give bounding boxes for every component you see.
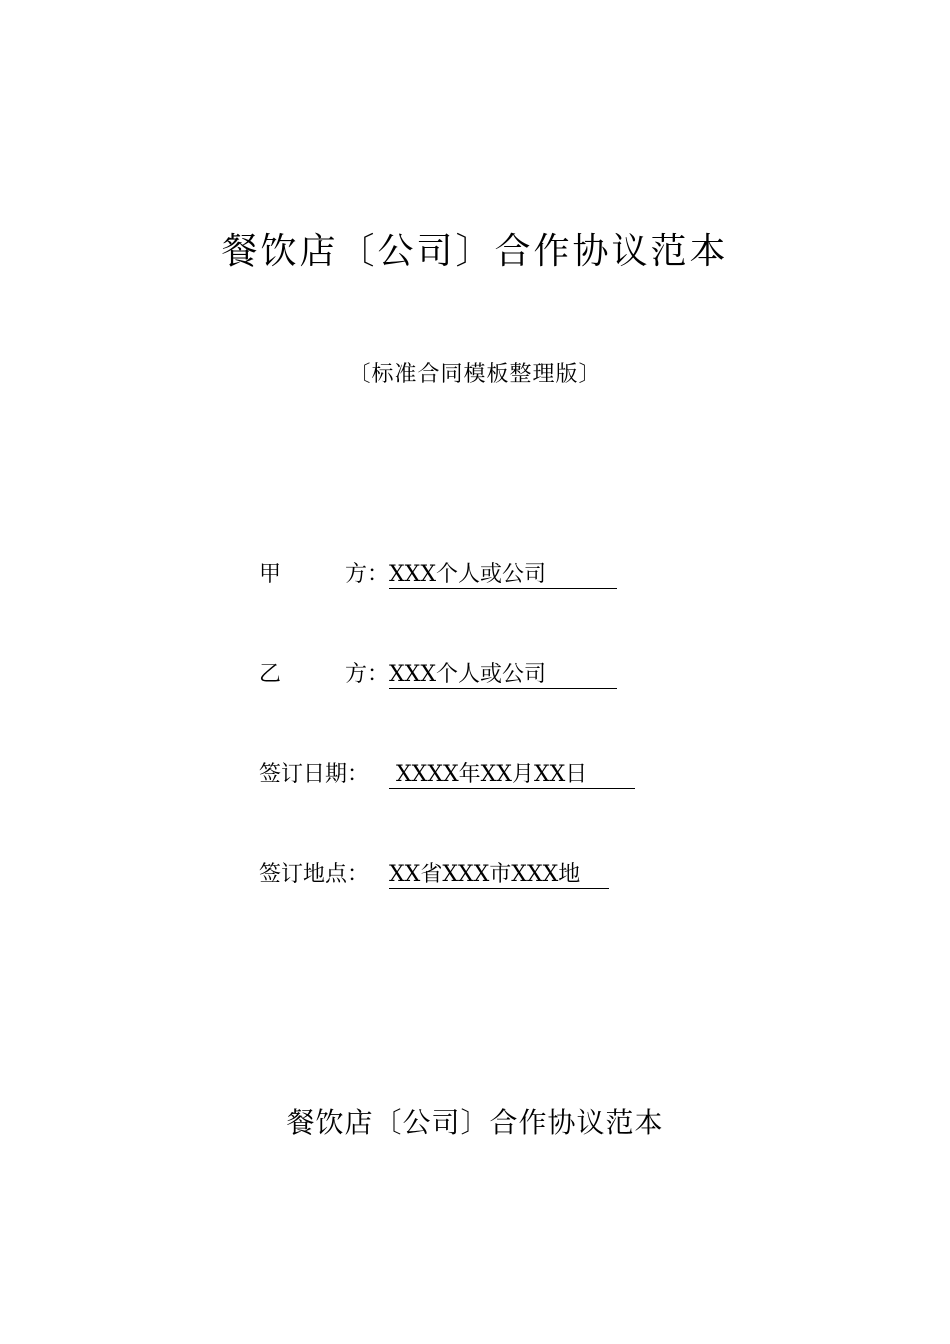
party-a-label (259, 560, 389, 590)
signing-place-label: 签订地点： (259, 862, 370, 887)
party-b-value: XXX个人或公司 (389, 662, 617, 689)
party-a-label-char: 甲 (259, 562, 282, 587)
party-b-label-suffix: 方： (344, 662, 389, 687)
signing-place-field (259, 860, 609, 890)
document-subtitle: 〔标准合同模板整理版〕 (348, 362, 602, 387)
signing-date-label: 签订日期： (259, 762, 370, 787)
party-a-label-suffix: 方： (344, 562, 389, 587)
party-b-field (259, 660, 617, 690)
party-b-label (259, 660, 389, 690)
signing-place-value: XX省XXX市XXX地 (389, 862, 609, 889)
signing-date-field (259, 760, 635, 790)
signing-date-value: XXXX年XX月XX日 (389, 762, 635, 789)
footer-title: 餐饮店〔公司〕合作协议范本 (286, 1106, 664, 1139)
document-title: 餐饮店〔公司〕合作协议范本 (221, 231, 729, 272)
party-a-field (259, 560, 617, 590)
party-b-label-char: 乙 (259, 662, 282, 687)
party-a-value: XXX个人或公司 (389, 562, 617, 589)
